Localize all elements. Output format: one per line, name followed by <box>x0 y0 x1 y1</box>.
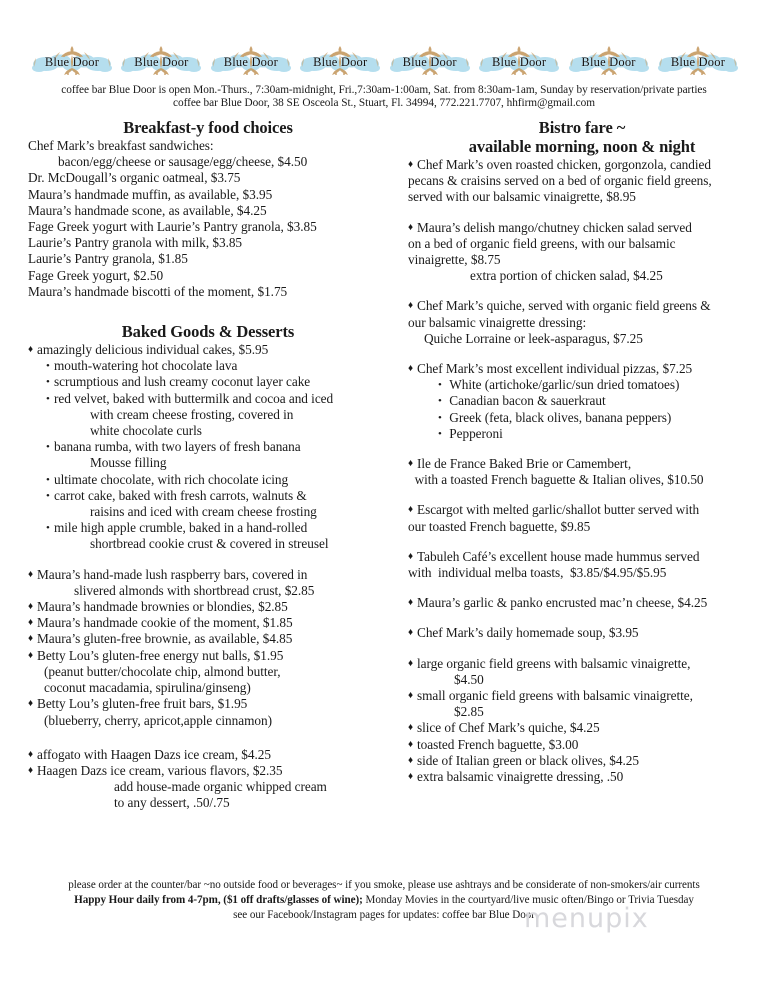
menu-item-continuation: pecans & craisins served on a bed of organic field greens, <box>408 173 712 189</box>
breakfast-item: Fage Greek yogurt, $2.50 <box>28 267 164 283</box>
diamond-bullet-icon: ♦ <box>28 617 34 629</box>
dot-bullet-icon: • <box>46 392 50 405</box>
diamond-bullet-icon: ♦ <box>408 300 414 312</box>
logo-text: Blue Door <box>44 54 100 69</box>
diamond-bullet-icon: ♦ <box>408 597 414 609</box>
menu-item <box>28 374 388 390</box>
left-column <box>28 118 388 812</box>
diamond-bullet-icon: ♦ <box>28 698 34 710</box>
dot-bullet-icon: • <box>46 522 50 535</box>
menu-item-extra: Quiche Lorraine or leek-asparagus, $7.25 <box>424 330 643 346</box>
sides-list <box>408 642 756 786</box>
menu-item <box>28 567 388 583</box>
menu-item <box>28 648 388 664</box>
dot-bullet-icon: • <box>438 395 442 408</box>
menu-item-continuation: our balsamic vinaigrette dressing: <box>408 314 587 330</box>
blue-door-logo <box>119 44 203 80</box>
menu-item-continuation: with a toasted French baguette & Italian olives, $10.50 <box>408 472 704 488</box>
diamond-bullet-icon: ♦ <box>28 601 34 613</box>
section-spacer <box>28 553 388 567</box>
dot-bullet-icon: • <box>46 489 50 502</box>
menu-item <box>28 472 388 488</box>
menu-item <box>28 520 388 536</box>
menu-item-text: Ile de France Baked Brie or Camembert, <box>417 456 632 472</box>
breakfast-item: Fage Greek yogurt with Laurie’s Pantry granola, $3.85 <box>28 219 317 235</box>
menu-item-text: banana rumba, with two layers of fresh banana <box>54 439 301 455</box>
dot-bullet-icon: • <box>438 427 442 440</box>
diamond-bullet-icon: ♦ <box>408 754 414 766</box>
item-spacer <box>408 347 756 361</box>
menu-item-text: Maura’s handmade brownies or blondies, $2.85 <box>37 599 288 615</box>
menu-item-text: Greek (feta, black olives, banana peppers) <box>446 409 672 425</box>
menu-item-continuation: vinaigrette, $8.75 <box>408 252 501 268</box>
menu-item <box>28 747 388 763</box>
diamond-bullet-icon: ♦ <box>408 690 414 702</box>
menu-item-text: slice of Chef Mark’s quiche, $4.25 <box>417 720 600 736</box>
diamond-bullet-icon: ♦ <box>408 504 414 516</box>
diamond-bullet-icon: ♦ <box>408 771 414 783</box>
menu-item-text: Escargot with melted garlic/shallot butter served with <box>417 502 700 518</box>
menu-item <box>28 391 388 407</box>
menu-item-continuation: white chocolate curls <box>90 423 202 439</box>
section-spacer <box>28 300 388 322</box>
menu-item <box>28 439 388 455</box>
menu-item-text: small organic field greens with balsamic vinaigrette, <box>417 688 693 704</box>
dot-bullet-icon: • <box>46 360 50 373</box>
diamond-bullet-icon: ♦ <box>408 738 414 750</box>
logo-text: Blue Door <box>402 54 457 69</box>
menu-item-text: Pepperoni <box>446 425 503 441</box>
menu-item-text: amazingly delicious individual cakes, $5.95 <box>37 342 269 358</box>
menu-item <box>408 737 756 753</box>
blue-door-logo <box>30 44 114 80</box>
dot-bullet-icon: • <box>46 473 50 486</box>
menupix-watermark: menupix <box>524 903 649 934</box>
diamond-bullet-icon: ♦ <box>28 568 34 580</box>
menu-item <box>408 410 756 426</box>
bistro-section-title-line2: available morning, noon & night <box>468 137 696 156</box>
menu-item-text: Canadian bacon & sauerkraut <box>446 393 606 409</box>
item-spacer <box>408 284 756 298</box>
footer-policy-line: please order at the counter/bar ~no outside food or beverages~ if you smoke, please use ashtrays and be considerate of non-smokers/air currents <box>68 879 700 891</box>
diamond-bullet-icon: ♦ <box>408 221 414 233</box>
logo-text: Blue Door <box>313 54 368 69</box>
menu-item <box>408 595 756 611</box>
logo-text: Blue Door <box>134 54 189 69</box>
menu-item-text: Betty Lou’s gluten-free energy nut balls, $1.95 <box>37 647 284 663</box>
whipped-cream-note: to any dessert, .50/.75 <box>114 795 230 811</box>
menu-item <box>408 688 756 704</box>
address-line: coffee bar Blue Door, 38 SE Osceola St., Stuart, Fl. 34994, 772.221.7707, hhfirm@gmail.com <box>173 97 595 109</box>
menu-item-continuation: with individual melba toasts, $3.85/$4.95/$5.95 <box>408 565 667 581</box>
blue-door-logo <box>209 44 293 80</box>
menu-item-text: side of Italian green or black olives, $4.25 <box>417 752 639 768</box>
happy-hour-rest-text: Monday Movies in the courtyard/live music often/Bingo or Trivia Tuesday <box>362 894 694 906</box>
diamond-bullet-icon: ♦ <box>28 633 34 645</box>
item-spacer <box>408 611 756 625</box>
menu-item <box>28 599 388 615</box>
menu-item-text: Chef Mark’s most excellent individual pizzas, $7.25 <box>417 361 693 377</box>
cake-list <box>28 358 388 552</box>
menu-item <box>408 377 756 393</box>
menu-item <box>28 488 388 504</box>
logo-text: Blue Door <box>581 54 636 69</box>
blue-door-logo <box>477 44 561 80</box>
menu-item-text: carrot cake, baked with fresh carrots, walnuts & <box>54 487 307 503</box>
menu-item <box>408 298 756 314</box>
menu-item <box>408 549 756 565</box>
menu-item-text: Chef Mark’s daily homemade soup, $3.95 <box>417 625 639 641</box>
menu-item-text: Betty Lou’s gluten-free fruit bars, $1.95 <box>37 696 248 712</box>
nut-ball-flavors: (peanut butter/chocolate chip, almond butter, <box>44 663 281 679</box>
menu-item <box>28 342 388 358</box>
menu-item-continuation: slivered almonds with shortbread crust, $2.85 <box>74 582 315 598</box>
menu-item-text: large organic field greens with balsamic vinaigrette, <box>417 655 691 671</box>
breakfast-item: bacon/egg/cheese or sausage/egg/cheese, $4.50 <box>58 154 308 170</box>
item-spacer <box>408 206 756 220</box>
menu-item <box>408 656 756 672</box>
diamond-bullet-icon: ♦ <box>408 722 414 734</box>
bistro-item-list <box>408 157 756 642</box>
diamond-bullet-icon: ♦ <box>28 764 34 776</box>
menu-item-text: scrumptious and lush creamy coconut layer cake <box>54 374 311 390</box>
menu-item-price: $2.85 <box>454 704 484 720</box>
diamond-bullet-icon: ♦ <box>408 550 414 562</box>
item-spacer <box>408 581 756 595</box>
logo-text: Blue Door <box>223 54 278 69</box>
menu-item <box>28 631 388 647</box>
menu-item <box>408 502 756 518</box>
menu-item-continuation: served with our balsamic vinaigrette, $8.95 <box>408 189 636 205</box>
item-spacer <box>408 488 756 502</box>
diamond-bullet-icon: ♦ <box>408 159 414 170</box>
fruit-bar-flavors: (blueberry, cherry, apricot,apple cinnamon) <box>44 712 272 728</box>
menu-item-text: Maura’s hand-made lush raspberry bars, covered in <box>37 566 308 582</box>
menu-item-text: affogato with Haagen Dazs ice cream, $4.25 <box>37 746 271 762</box>
logo-text: Blue Door <box>491 54 547 69</box>
menu-item <box>408 456 756 472</box>
breakfast-section-title: Breakfast-y food choices <box>123 118 293 137</box>
menu-item-text: mouth-watering hot chocolate lava <box>54 358 238 374</box>
menu-item-text: Maura’s handmade cookie of the moment, $1.85 <box>37 615 293 631</box>
menu-item-text: red velvet, baked with buttermilk and cocoa and iced <box>54 390 334 406</box>
menu-item-continuation: raisins and iced with cream cheese frosting <box>90 504 317 520</box>
menu-item <box>408 720 756 736</box>
breakfast-item-list <box>28 138 388 300</box>
menu-item-continuation: our toasted French baguette, $9.85 <box>408 518 591 534</box>
hours-line: coffee bar Blue Door is open Mon.-Thurs., 7:30am-midnight, Fri.,7:30am-1:00am, Sat. from 8:30am-1am, Sunday by reservation/private parties <box>61 84 707 96</box>
menu-item-text: Maura’s gluten-free brownie, as available, $4.85 <box>37 631 293 647</box>
dot-bullet-icon: • <box>438 379 442 392</box>
menu-item-text: mile high apple crumble, baked in a hand-rolled <box>54 520 308 536</box>
menu-item-text: toasted French baguette, $3.00 <box>417 736 579 752</box>
diamond-bullet-icon: ♦ <box>28 344 34 356</box>
menu-item <box>408 426 756 442</box>
breakfast-item: Maura’s handmade scone, as available, $4.25 <box>28 202 267 218</box>
footer-social-line: see our Facebook/Instagram pages for updates: coffee bar Blue Door <box>233 909 535 921</box>
bistro-section-title-line1: Bistro fare ~ <box>538 118 626 137</box>
item-spacer <box>408 535 756 549</box>
menu-item-text: Haagen Dazs ice cream, various flavors, $2.35 <box>37 762 283 778</box>
blue-door-logo <box>567 44 651 80</box>
menu-item <box>408 157 756 173</box>
menu-item <box>28 615 388 631</box>
breakfast-item: Laurie’s Pantry granola with milk, $3.85 <box>28 235 243 251</box>
ice-cream-list <box>28 747 388 779</box>
breakfast-item: Dr. McDougall’s organic oatmeal, $3.75 <box>28 170 241 186</box>
dot-bullet-icon: • <box>46 441 50 454</box>
breakfast-item: Chef Mark’s breakfast sandwiches: <box>28 138 214 153</box>
logo-text: Blue Door <box>670 54 726 69</box>
menu-item <box>28 763 388 779</box>
menu-item <box>28 696 388 712</box>
menu-item <box>408 393 756 409</box>
diamond-bullet-icon: ♦ <box>28 748 34 760</box>
bar-list <box>28 567 388 664</box>
menu-item-text: White (artichoke/garlic/sun dried tomatoes) <box>446 377 680 393</box>
blue-door-logo <box>298 44 382 80</box>
menu-item-text: Maura’s delish mango/chutney chicken salad served <box>417 219 692 235</box>
diamond-bullet-icon: ♦ <box>408 363 414 375</box>
blue-door-logo <box>388 44 472 80</box>
logo-band <box>30 44 740 80</box>
menu-item <box>408 220 756 236</box>
happy-hour-bold-text: Happy Hour daily from 4-7pm, ($1 off drafts/glasses of wine); <box>74 894 363 906</box>
menu-item <box>408 625 756 641</box>
menu-item-text: Chef Mark’s oven roasted chicken, gorgonzola, candied <box>417 157 711 172</box>
dot-bullet-icon: • <box>438 411 442 424</box>
diamond-bullet-icon: ♦ <box>408 627 414 639</box>
menu-item-text: Tabuleh Café’s excellent house made hummus served <box>417 548 700 564</box>
item-spacer <box>408 442 756 456</box>
blue-door-logo <box>656 44 740 80</box>
menu-item <box>408 361 756 377</box>
diamond-bullet-icon: ♦ <box>408 458 414 470</box>
breakfast-item: Maura’s handmade muffin, as available, $3.95 <box>28 186 273 202</box>
whipped-cream-note: add house-made organic whipped cream <box>114 779 327 795</box>
right-column <box>408 118 756 785</box>
baked-goods-section-title: Baked Goods & Desserts <box>121 322 295 342</box>
item-spacer <box>408 642 756 656</box>
menu-item-continuation: shortbread cookie crust & covered in streusel <box>90 536 329 552</box>
footer-happy-hour-line <box>0 893 768 908</box>
diamond-bullet-icon: ♦ <box>28 649 34 661</box>
menu-item-extra: extra portion of chicken salad, $4.25 <box>470 268 663 284</box>
menu-item-text: Maura’s garlic & panko encrusted mac’n cheese, $4.25 <box>417 595 708 611</box>
nut-ball-flavors: coconut macadamia, spirulina/ginseng) <box>44 680 251 696</box>
diamond-bullet-icon: ♦ <box>408 657 414 669</box>
menu-item-text: extra balsamic vinaigrette dressing, .50 <box>417 769 624 785</box>
menu-item-continuation: with cream cheese frosting, covered in <box>90 406 294 422</box>
menu-item-continuation: Mousse filling <box>90 455 167 471</box>
breakfast-item: Laurie’s Pantry granola, $1.85 <box>28 251 188 267</box>
menu-item <box>28 358 388 374</box>
menu-item <box>408 769 756 785</box>
menu-item <box>408 753 756 769</box>
menu-item-price: $4.50 <box>454 671 484 687</box>
dot-bullet-icon: • <box>46 376 50 389</box>
section-spacer <box>28 729 388 747</box>
menu-item-text: Chef Mark’s quiche, served with organic field greens & <box>417 298 711 314</box>
breakfast-item: Maura’s handmade biscotti of the moment, $1.75 <box>28 283 288 299</box>
menu-item-continuation: on a bed of organic field greens, with our balsamic <box>408 235 676 251</box>
menu-item-text: ultimate chocolate, with rich chocolate icing <box>54 471 289 487</box>
